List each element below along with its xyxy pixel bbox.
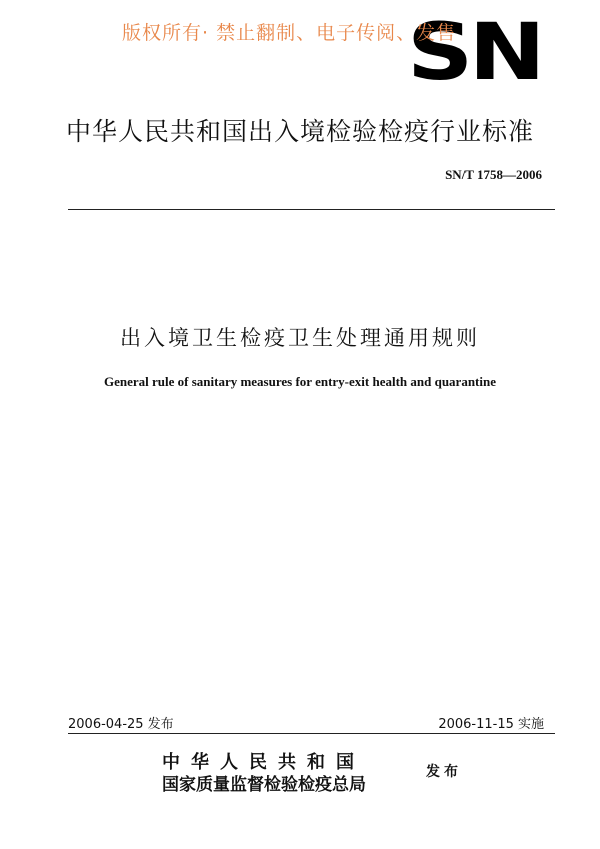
publish-label: 发布	[426, 764, 462, 780]
bottom-divider	[68, 733, 555, 734]
copyright-watermark: 版权所有· 禁止翻制、电子传阅、发售	[122, 22, 457, 44]
sn-logo: SN	[407, 8, 541, 98]
document-title-english: General rule of sanitary measures for entry-exit health and quarantine	[103, 374, 496, 389]
top-divider	[68, 209, 555, 210]
issue-date: 2006-04-25 发布	[68, 717, 174, 732]
standard-category-heading: 中华人民共和国出入境检验检疫行业标准	[65, 117, 534, 146]
document-title-chinese: 出入境卫生检疫卫生处理通用规则	[120, 326, 480, 350]
publisher-agency: 国家质量监督检验检疫总局	[162, 775, 366, 795]
publisher-country: 中华人民共和国	[162, 752, 365, 773]
standard-number: SN/T 1758—2006	[445, 167, 542, 182]
implementation-date: 2006-11-15 实施	[438, 717, 544, 732]
